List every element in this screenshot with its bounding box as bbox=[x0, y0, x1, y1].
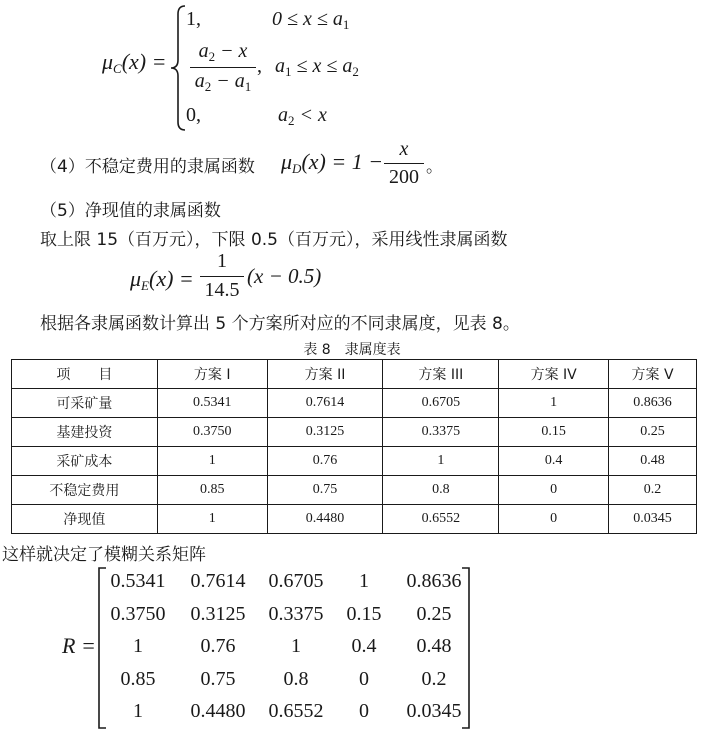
case1-condition bbox=[272, 8, 349, 33]
table-cell: 0.15 bbox=[499, 418, 609, 447]
table-cell: 0.2 bbox=[609, 476, 697, 505]
table-cell: 0.7614 bbox=[267, 389, 383, 418]
para-table-intro: 根据各隶属函数计算出 5 个方案所对应的不同隶属度，见表 8。 bbox=[40, 314, 520, 334]
header-plan-5: 方案 V bbox=[609, 360, 697, 389]
table-cell: 1 bbox=[157, 447, 267, 476]
matrix-lhs: R = bbox=[62, 633, 96, 658]
table-row bbox=[12, 418, 697, 447]
item5-text: （5）净现值的隶属函数 bbox=[40, 201, 221, 221]
item4-text: （4）不稳定费用的隶属函数 bbox=[40, 157, 255, 177]
row-label: 基建投资 bbox=[12, 418, 158, 447]
table-caption: 表 8 隶属度表 bbox=[303, 342, 401, 358]
mu-d-numerator: x bbox=[399, 138, 409, 160]
case3-condition bbox=[278, 104, 327, 129]
matrix-cell: 0.0345 bbox=[406, 700, 462, 722]
table-cell: 0.3375 bbox=[383, 418, 499, 447]
table-header-row bbox=[12, 360, 697, 389]
matrix-cell: 1 bbox=[359, 570, 369, 592]
matrix-cell: 1 bbox=[133, 700, 143, 722]
table-cell: 0.8 bbox=[383, 476, 499, 505]
row-label: 不稳定费用 bbox=[12, 476, 158, 505]
table-cell: 0.0345 bbox=[609, 505, 697, 534]
matrix-cell: 0.4480 bbox=[190, 700, 246, 722]
header-item: 项 目 bbox=[12, 360, 158, 389]
mu-e-numerator: 1 bbox=[217, 250, 227, 272]
mu-c-lhs bbox=[102, 49, 166, 77]
matrix-cell: 0.3375 bbox=[268, 603, 324, 625]
matrix-cell: 0.6705 bbox=[268, 570, 324, 592]
case3-cond-a: a bbox=[278, 104, 288, 126]
matrix-cell: 0.7614 bbox=[190, 570, 246, 592]
matrix-cell: 0.6552 bbox=[268, 700, 324, 722]
matrix-cell: 1 bbox=[291, 635, 301, 657]
mu-symbol: μ bbox=[102, 49, 114, 74]
mu-d-subscript: D bbox=[292, 161, 302, 176]
header-plan-2: 方案 II bbox=[267, 360, 383, 389]
case1-condition-text: 0 ≤ x ≤ a bbox=[272, 8, 343, 30]
membership-table bbox=[11, 359, 697, 534]
matrix-cell: 0 bbox=[359, 700, 369, 722]
matrix-cell: 0.25 bbox=[416, 603, 452, 625]
case2-cond-a: a bbox=[275, 55, 285, 77]
matrix-cell: 0.8 bbox=[283, 668, 309, 690]
case2-comma: , bbox=[257, 55, 262, 77]
table-cell: 0.4 bbox=[499, 447, 609, 476]
header-plan-3: 方案 III bbox=[383, 360, 499, 389]
matrix-cell: 0.8636 bbox=[406, 570, 462, 592]
case2-cond-sub: 1 bbox=[285, 64, 292, 79]
case2-fraction-bar bbox=[190, 67, 256, 68]
matrix-cell: 0 bbox=[359, 668, 369, 690]
row-label: 净现值 bbox=[12, 505, 158, 534]
mu-d-argument: (x) = 1 − bbox=[301, 149, 384, 174]
table-cell: 1 bbox=[499, 389, 609, 418]
case2-denominator bbox=[190, 70, 256, 95]
header-plan-4: 方案 IV bbox=[499, 360, 609, 389]
matrix-cell: 0.48 bbox=[416, 635, 452, 657]
matrix-cell: 1 bbox=[133, 635, 143, 657]
matrix-cell: 0.3750 bbox=[110, 603, 166, 625]
item4-period: 。 bbox=[426, 157, 443, 177]
matrix-cell: 0.4 bbox=[351, 635, 377, 657]
case2-den-sub: 2 bbox=[204, 79, 212, 94]
case1-value: 1, bbox=[186, 8, 201, 30]
case2-cond-mid: ≤ x ≤ a bbox=[291, 55, 353, 77]
matrix-cell: 0.15 bbox=[346, 603, 382, 625]
case3-value: 0, bbox=[186, 104, 201, 126]
table-cell: 0.48 bbox=[609, 447, 697, 476]
left-brace-icon bbox=[168, 4, 188, 132]
table-cell: 0.25 bbox=[609, 418, 697, 447]
matrix-cell: 0.76 bbox=[200, 635, 236, 657]
mu-e-rest: (x − 0.5) bbox=[247, 264, 322, 288]
case2-den-sub2: 1 bbox=[244, 79, 252, 94]
table-cell: 0 bbox=[499, 505, 609, 534]
para-upper-lower-limit: 取上限 15（百万元），下限 0.5（百万元），采用线性隶属函数 bbox=[40, 230, 508, 250]
table-cell: 1 bbox=[383, 447, 499, 476]
case2-cond-sub2: 2 bbox=[352, 64, 359, 79]
table-cell: 1 bbox=[157, 505, 267, 534]
mu-e-fraction-bar bbox=[200, 276, 244, 277]
mu-e-subscript: E bbox=[141, 278, 149, 293]
table-row bbox=[12, 389, 697, 418]
row-label: 可采矿量 bbox=[12, 389, 158, 418]
matrix-cell: 0.2 bbox=[421, 668, 447, 690]
case2-condition bbox=[275, 55, 359, 80]
table-cell: 0.4480 bbox=[267, 505, 383, 534]
matrix-cell: 0.75 bbox=[200, 668, 236, 690]
mu-d-fraction-bar bbox=[384, 163, 424, 164]
mu-e-symbol: μ bbox=[130, 266, 142, 291]
table-cell: 0 bbox=[499, 476, 609, 505]
case2-numerator bbox=[190, 40, 256, 65]
table-cell: 0.6705 bbox=[383, 389, 499, 418]
mu-d-symbol: μ bbox=[281, 149, 293, 174]
mu-d-denominator: 200 bbox=[389, 166, 419, 188]
matrix-cell: 0.5341 bbox=[110, 570, 166, 592]
table-cell: 0.85 bbox=[157, 476, 267, 505]
row-label: 采矿成本 bbox=[12, 447, 158, 476]
case2-den-mid: − a bbox=[211, 70, 245, 92]
case3-cond-rest: < x bbox=[294, 104, 327, 126]
header-plan-1: 方案 I bbox=[157, 360, 267, 389]
table-cell: 0.75 bbox=[267, 476, 383, 505]
table-cell: 0.5341 bbox=[157, 389, 267, 418]
table-cell: 0.3750 bbox=[157, 418, 267, 447]
mu-c-argument: (x) = bbox=[121, 49, 167, 74]
mu-d-expression bbox=[281, 149, 383, 177]
table-row bbox=[12, 447, 697, 476]
case2-num-sub: 2 bbox=[208, 49, 216, 64]
case2-num-a: a bbox=[198, 40, 209, 62]
mu-e-expression bbox=[130, 266, 194, 294]
table-cell: 0.6552 bbox=[383, 505, 499, 534]
case2-den-a: a bbox=[194, 70, 205, 92]
table-row bbox=[12, 476, 697, 505]
mu-c-subscript: C bbox=[113, 61, 122, 76]
table-cell: 0.76 bbox=[267, 447, 383, 476]
matrix-cell: 0.85 bbox=[120, 668, 156, 690]
mu-e-argument: (x) = bbox=[149, 266, 194, 291]
para-matrix-intro: 这样就决定了模糊关系矩阵 bbox=[2, 545, 206, 565]
table-cell: 0.3125 bbox=[267, 418, 383, 447]
table-row bbox=[12, 505, 697, 534]
case1-condition-subscript: 1 bbox=[342, 17, 350, 32]
mu-e-denominator: 14.5 bbox=[204, 279, 240, 301]
matrix-cell: 0.3125 bbox=[190, 603, 246, 625]
case3-cond-sub: 2 bbox=[288, 113, 295, 128]
table-cell: 0.8636 bbox=[609, 389, 697, 418]
case2-num-rest: − x bbox=[215, 40, 248, 62]
